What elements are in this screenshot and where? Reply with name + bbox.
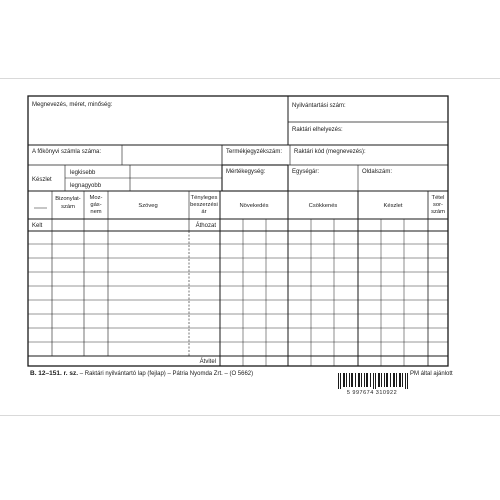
- carry-in-label: Áthozat: [195, 223, 216, 229]
- product-code-label: Termékjegyzékszám:: [226, 149, 283, 155]
- stock-min-label: legnagyobb: [70, 183, 102, 189]
- unit-label: Mértékegység:: [226, 169, 266, 175]
- col-increase: Növekedés: [239, 203, 269, 209]
- footer-text: [30, 370, 253, 377]
- col-price-line1: Tényleges: [190, 195, 218, 201]
- unit-price-label: Egységár:: [292, 169, 320, 175]
- col-voucher-line1: Bizonylat-: [55, 196, 81, 202]
- col-movement-line2: gás-: [90, 202, 102, 208]
- col-price-line2: beszerzési: [190, 202, 218, 208]
- barcode-number: 5 997674 310922: [346, 390, 398, 396]
- form-code: B. 12–151. r. sz.: [30, 370, 79, 377]
- col-item-line3: szám: [431, 209, 445, 215]
- storage-place-label: Raktári elhelyezés:: [292, 127, 343, 133]
- warehouse-code-label: Raktári kód (megnevezés):: [294, 149, 366, 155]
- registry-no-label: Nyilvántartási szám:: [292, 103, 346, 109]
- col-voucher-line2: szám: [61, 204, 75, 210]
- col-item-line2: sor-: [433, 202, 443, 208]
- col-movement-line1: Moz-: [89, 195, 103, 201]
- col-stock: Készlet: [383, 203, 403, 209]
- col-item-line1: Tétel: [431, 195, 445, 201]
- barcode-image: [338, 373, 408, 389]
- page-no-label: Oldalszám:: [362, 169, 393, 175]
- form-description: – Raktári nyilvántartó lap (fejlap) – Pátria Nyomda Zrt. – (O 5662): [79, 371, 254, 377]
- carry-out-label: Átvitel: [199, 359, 216, 365]
- name-label: Megnevezés, méret, minőség:: [32, 102, 113, 108]
- stock-max-label: legkisebb: [70, 170, 96, 176]
- col-text: Szöveg: [138, 203, 158, 209]
- col-movement-line3: nem: [90, 209, 102, 215]
- col-price-line3: ár: [201, 209, 207, 215]
- col-decrease: Csökkenés: [308, 203, 338, 209]
- recommended-text: PM által ajánlott: [410, 371, 453, 377]
- stock-label: Készlet: [32, 177, 52, 183]
- date-label: Kelt: [32, 223, 43, 229]
- ledger-account-label: A főkönyvi számla száma:: [32, 149, 102, 155]
